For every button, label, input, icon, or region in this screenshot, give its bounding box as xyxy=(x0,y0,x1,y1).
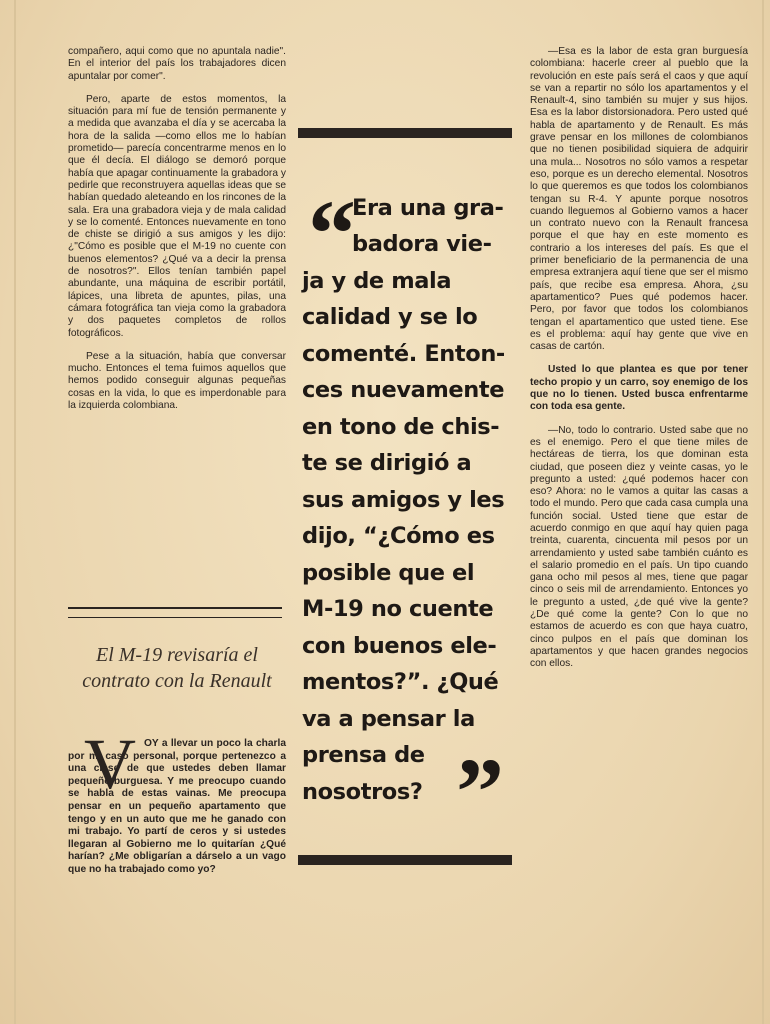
pull-quote-line: posible que el xyxy=(302,560,475,586)
pull-quote-line: con buenos ele- xyxy=(302,633,497,659)
left-lower-text xyxy=(68,738,286,877)
pull-quote-line: nosotros? xyxy=(302,779,423,805)
left-paragraph-3: Pese a la situación, había que conversar mucho. Entonces el tema fuimos aquellos que hemos podido conseguir algunas pequeñas cosas en la vida, lo que es imperdonable para la izquierda colombiana. xyxy=(68,350,286,412)
right-paragraph-question: Usted lo que plantea es que por tener techo propio y un carro, soy enemigo de los que no lo tienen. Usted busca enfrentarme con toda esa gente. xyxy=(530,364,748,413)
pull-quote-line: te se dirigió a xyxy=(302,450,472,476)
pull-quote-line: ja y de mala xyxy=(302,268,452,294)
pull-quote-line: badora vie- xyxy=(352,231,492,257)
pull-quote-line: comenté. Enton- xyxy=(302,341,505,367)
close-quote-mark: ” xyxy=(456,738,504,845)
pull-quote-line: ces nuevamente xyxy=(302,377,505,403)
pull-quote-line: dijo, “¿Cómo es xyxy=(302,523,495,549)
pull-quote-line: prensa de xyxy=(302,742,425,768)
section-subhead: El M-19 revisaría el contrato con la Renault xyxy=(82,644,272,692)
right-paragraph-1: —Esa es la labor de esta gran burguesía colombiana: hacerle creer al pueblo que la revolución en este país será el caos y que aquí se van a repartir no sólo los apartamentos y el Renault-4, sino también su mujer y sus hijos. Esa es la labor distorsionadora. Pero usted qué habla de apartamento y de Renault. Es más grave pensar en los millones de colombianos que no tienen posibilidad siquiera de adquirir una mula... Nosotros no sólo vamos a respetar eso, porque es un derecho elemental. Nosotros lo que queremos es que todos los colombianos tengan su R-4. Y apunte porque nosotros cuando lleguemos al Gobierno vamos a hacer un contrato nuevo con la Renault francesa porque el que hay en este momento es contrario a los intereses del país. Es que el primer beneficiario de la permanencia de una empresa extranjera aquí tiene que ser el mismo país, que recibe esa empresa. Ahora, ¿su apartamentico? Pues qué podemos hacer. Pero, por favor que todos los colombianos tengan el apartamentico que usted tiene. Ese es el problema: aquí hay gente que vive en casas de cartón. xyxy=(530,46,748,353)
pull-quote-line: calidad y se lo xyxy=(302,304,478,330)
page-edge-left xyxy=(14,0,16,1024)
pull-quote-line: mentos?”. ¿Qué xyxy=(302,669,499,695)
right-column xyxy=(530,46,748,682)
pull-quote-top-rule xyxy=(298,128,512,138)
open-quote-mark: “ xyxy=(308,180,356,287)
pull-quote-line: va a pensar la xyxy=(302,706,475,732)
pull-quote-line: sus amigos y les xyxy=(302,487,505,513)
left-column xyxy=(68,46,286,423)
pull-quote-line: en tono de chis- xyxy=(302,414,500,440)
drop-cap: V xyxy=(84,724,136,804)
page-edge-right xyxy=(762,0,764,1024)
left-paragraph-1: compañero, aqui como que no apuntala nadie". En el interior del país los trabajadores dicen apuntalar por comer". xyxy=(68,46,286,82)
right-paragraph-2: —No, todo lo contrario. Usted sabe que no es el enemigo. Pero el que tiene miles de hectáreas de tierra, los que dominan esta ciudad, que poseen diez y veinte casas, yo le pregunto a usted: ¿qué podemos hacer con eso? Ahora: no le vamos a quitar las casas a todo el mundo. Pero que cada casa cumpla una función social. Usted tiene que estar de acuerdo conmigo en que aquí hay quien paga treinta, cuarenta, cincuenta mil pesos por un arrendamiento y usted sabe también cuánto es el salario promedio en el país. Un tipo cuando gana ocho mil pesos al mes, tiene que pagar cinco o seis mil de arrendamiento. Entonces yo le pregunto a usted, ¿de qué vive la gente? ¿De qué come la gente? Con lo que no estamos de acuerdo es con que haya cuatro, cinco pulpos en el país que dominan los apartamentos y que hacen grandes negocios con ellos. xyxy=(530,424,748,670)
left-lower-paragraph: OY a llevar un poco la charla por mi caso personal, porque pertenezco a una clase de que ustedes deben llamar pequeño-burguesa. Y me preocupo cuando se habla de estas vainas. Me preocupa pensar en un pequeño apartamento que tengo y en un auto que me he ganado con mi trabajo. Yo partí de ceros y si ustedes llegaran al Gobierno me lo quitarían ¿Qué harían? ¿Me obligarían a dárselo a un vago que no ha trabajado como yo? xyxy=(68,738,286,875)
pull-quote-line: M-19 no cuente xyxy=(302,596,494,622)
left-paragraph-2: Pero, aparte de estos momentos, la situación para mí fue de tensión permanente y a medida que avanzaba el día y se acercaba la hora de la salida —como ellos me lo habían prometido— parecía concentrarme menos en lo que él decía. El diálogo se demoró porque había que apagar continuamente la grabadora y pedirle que reconstruyera aquellas ideas que se habían quedado aleteando en los rincones de la sala. Era una grabadora vieja y de mala calidad y se lo comenté. Entonces nuevamente en tono de chiste se dirigió a sus amigos y les dijo: ¿"Cómo es posible que el M-19 no cuente con buenos elementos? ¿Qué va a decir la prensa de nosotros?". Ellos tenían también papel abundante, una máquina de escribir portátil, lápices, una libreta de apuntes, pilas, una cámara fotográfica tan vieja como la grabadora y dos paquetes completos de rollos fotográficos. xyxy=(68,93,286,339)
left-divider-rule xyxy=(68,607,282,618)
pull-quote-line: Era una gra- xyxy=(352,195,504,221)
pull-quote-bottom-rule xyxy=(298,855,512,865)
